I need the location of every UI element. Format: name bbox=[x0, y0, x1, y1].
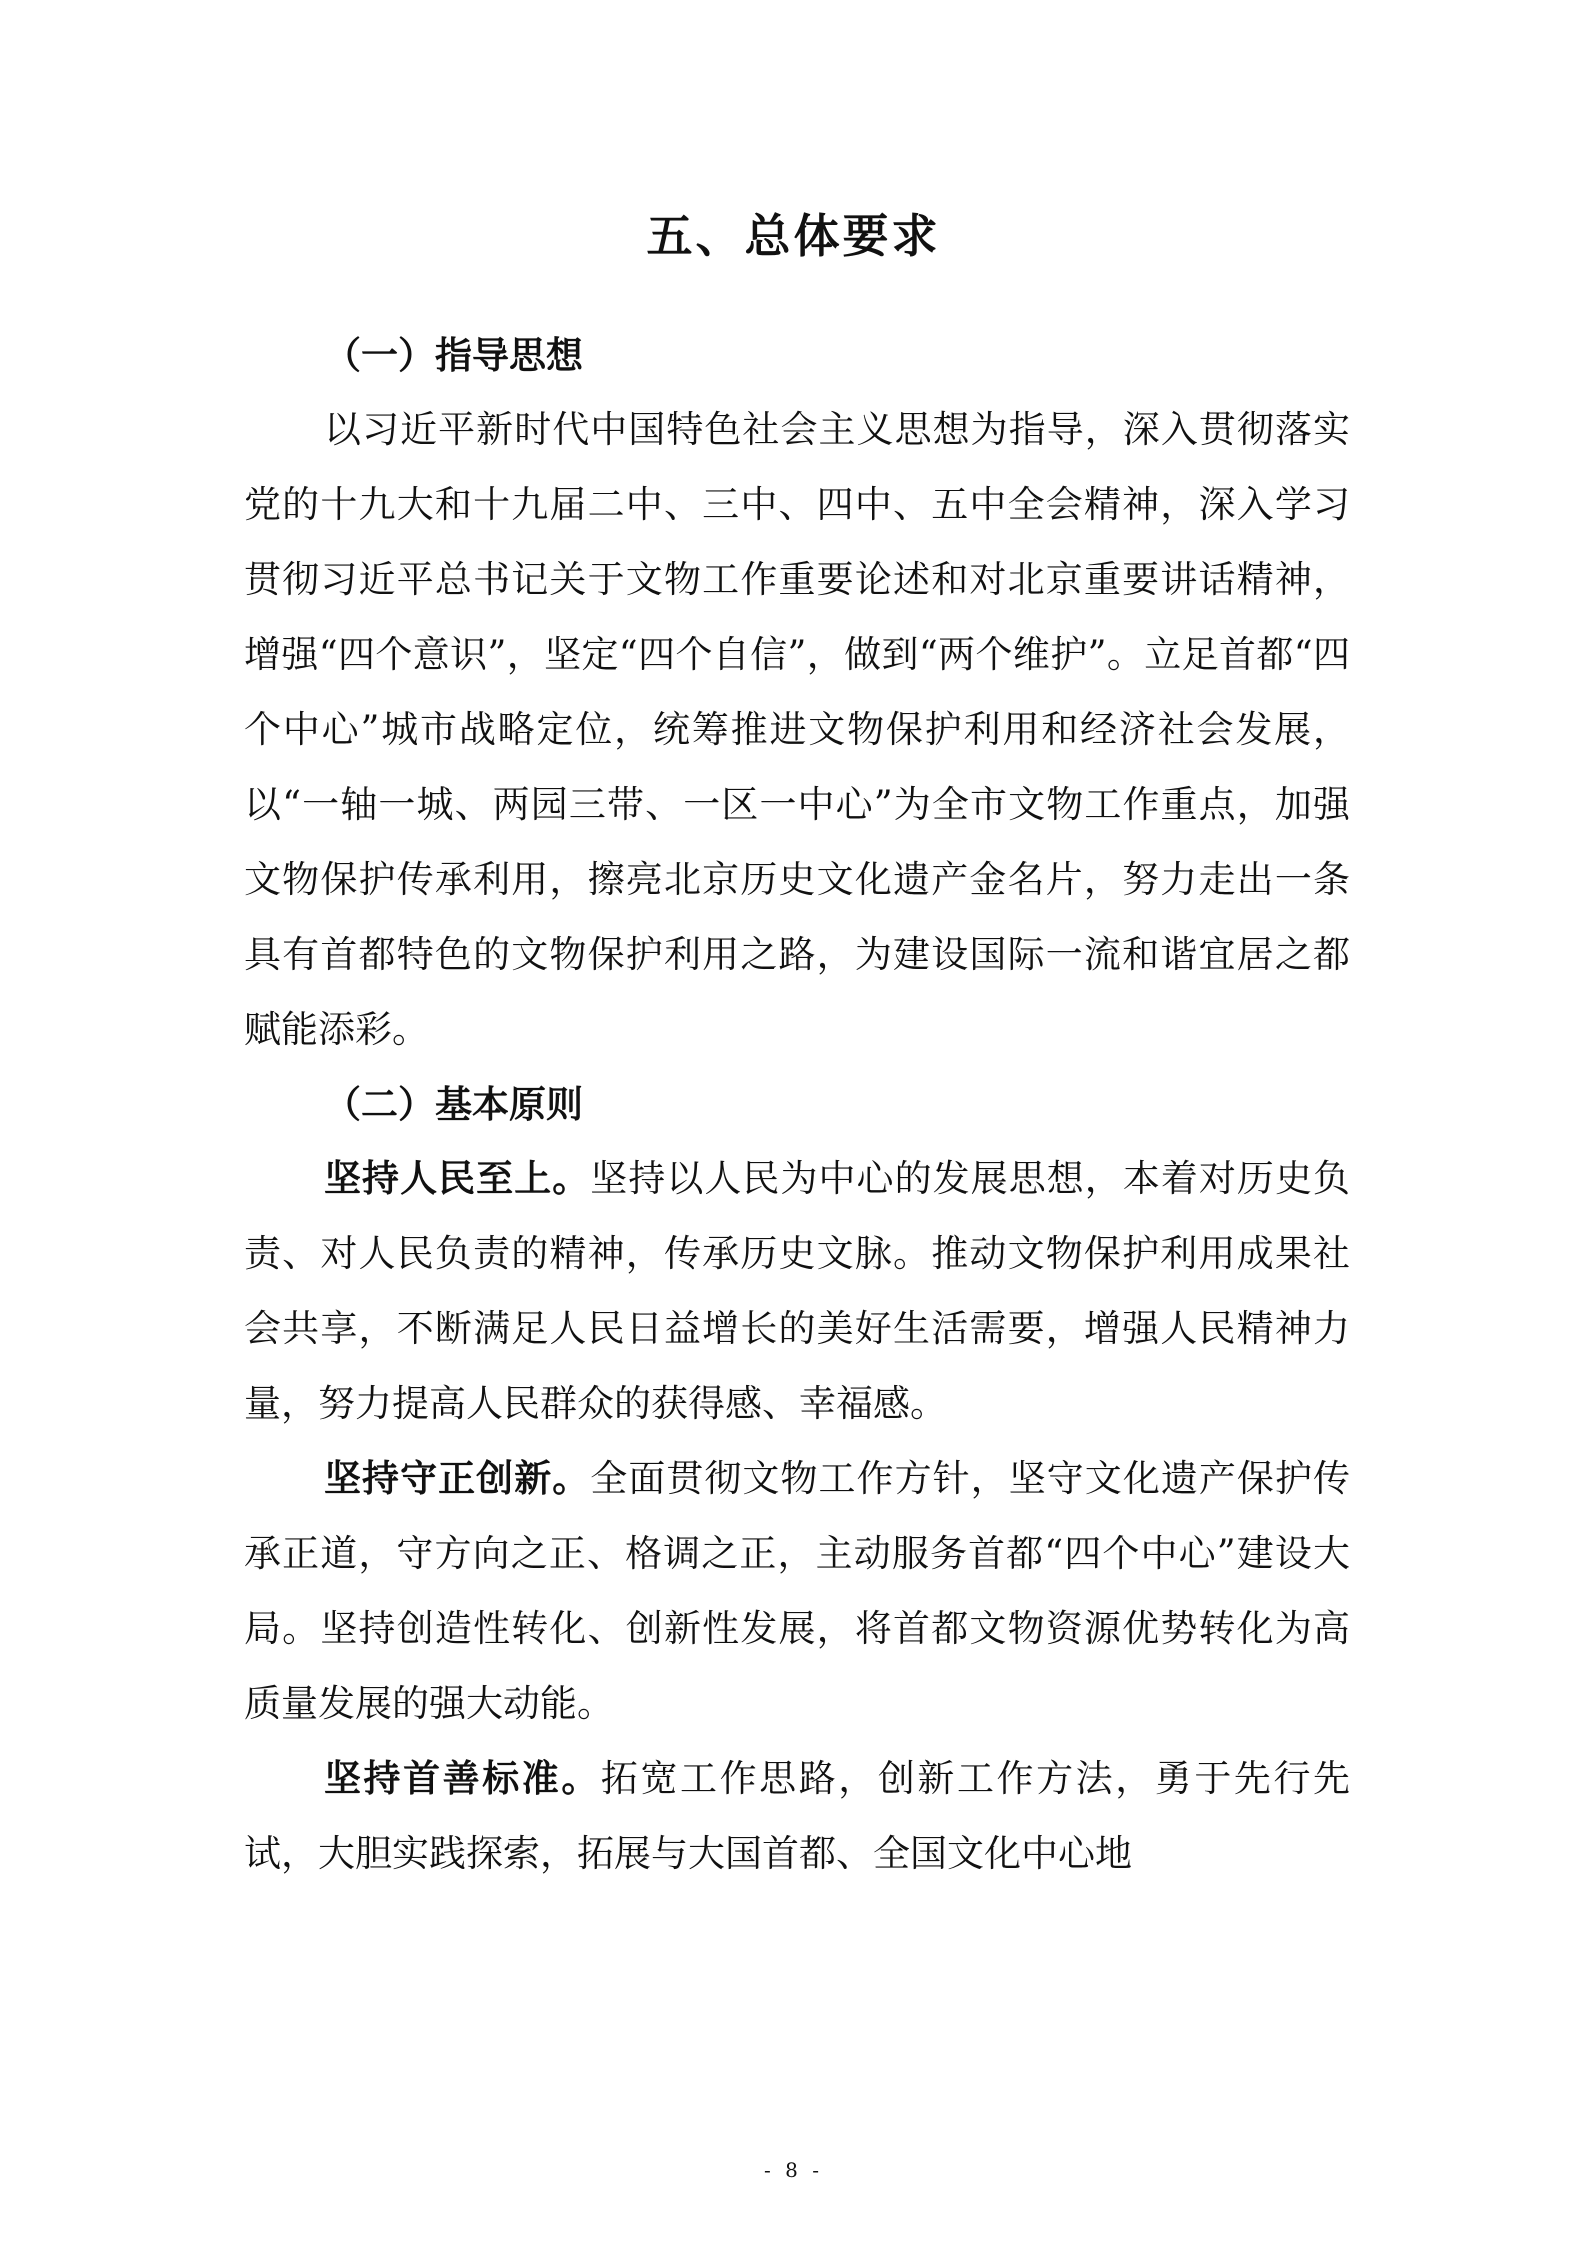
section-heading-guiding-ideology: （一）指导思想 bbox=[324, 333, 583, 377]
paragraph-lead: 坚持守正创新。 bbox=[324, 1456, 591, 1500]
document-body bbox=[244, 318, 1350, 1891]
paragraph-lead: 坚持首善标准。 bbox=[324, 1756, 601, 1800]
paragraph-people-first bbox=[244, 1141, 1350, 1441]
paragraph-guiding-ideology bbox=[244, 392, 1350, 1067]
paragraph-text: 拓宽工作思路，创新工作方法，勇于先行先试，大胆实践探索，拓展与大国首都、全国文化中心地 bbox=[244, 1757, 1351, 1875]
page-number: - 8 - bbox=[764, 2158, 823, 2182]
page-title: 五、总体要求 bbox=[646, 209, 941, 263]
paragraph-text: 坚持以人民为中心的发展思想，本着对历史负责、对人民负责的精神，传承历史文脉。推动文物保护利用成果社会共享，不断满足人民日益增长的美好生活需要，增强人民精神力量，努力提高人民群众的获得感、幸福感。 bbox=[244, 1157, 1351, 1425]
paragraph-lead: 坚持人民至上。 bbox=[324, 1156, 591, 1200]
paragraph-text: 全面贯彻文物工作方针，坚守文化遗产保护传承正道，守方向之正、格调之正，主动服务首都“四个中心”建设大局。坚持创造性转化、创新性发展，将首都文物资源优势转化为高质量发展的强大动能。 bbox=[244, 1457, 1351, 1725]
section-heading-basic-principles: （二）基本原则 bbox=[324, 1082, 583, 1126]
paragraph-capital-standard bbox=[244, 1741, 1350, 1891]
paragraph-integrity-innovation bbox=[244, 1441, 1350, 1741]
paragraph-text: 以习近平新时代中国特色社会主义思想为指导，深入贯彻落实党的十九大和十九届二中、三中、四中、五中全会精神，深入学习贯彻习近平总书记关于文物工作重要论述和对北京重要讲话精神，增强“四个意识”，坚定“四个自信”，做到“两个维护”。立足首都“四个中心”城市战略定位，统筹推进文物保护利用和经济社会发展，以“一轴一城、两园三带、一区一中心”为全市文物工作重点，加强文物保护传承利用，擦亮北京历史文化遗产金名片，努力走出一条具有首都特色的文物保护利用之路，为建设国际一流和谐宜居之都赋能添彩。 bbox=[244, 408, 1350, 1051]
